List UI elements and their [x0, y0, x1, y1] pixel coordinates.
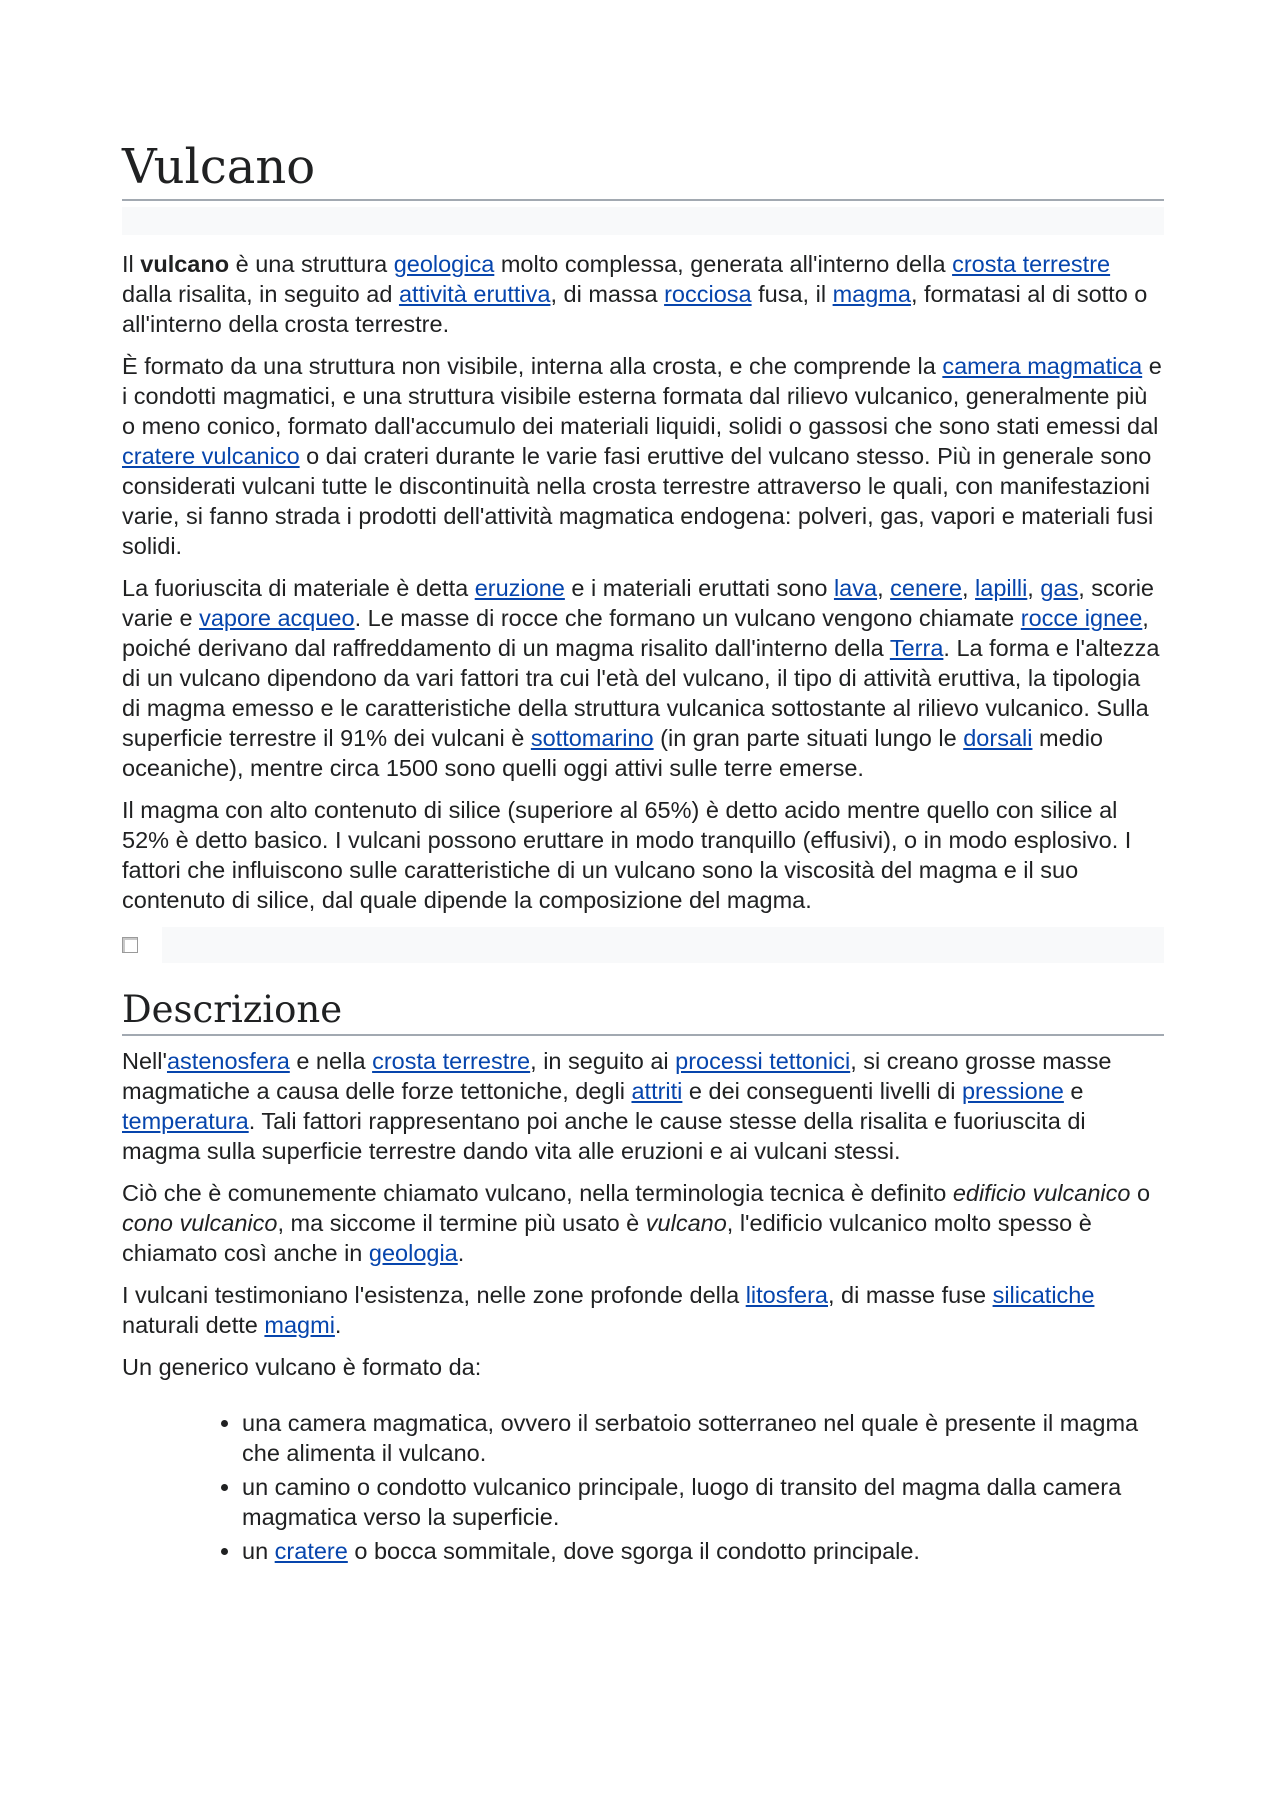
link-astenosfera[interactable]: astenosfera [166, 1047, 290, 1074]
text: I vulcani testimoniano l'esistenza, nelle zone profonde della [122, 1281, 746, 1308]
link-rocciosa[interactable]: rocciosa [664, 281, 752, 308]
text: , scorie varie e [122, 575, 1154, 632]
text: . [457, 1239, 465, 1266]
text: Il [122, 251, 141, 278]
section-paragraph-4: Un generico vulcano è formato da: [122, 1353, 482, 1380]
section-paragraph-2 [122, 1178, 1164, 1268]
link-magmi[interactable]: magmi [264, 1311, 335, 1338]
link-processi-tettonici[interactable]: processi tettonici [675, 1047, 851, 1074]
section-paragraph-1 [122, 1046, 1164, 1166]
text: (in gran parte situati lungo le [653, 725, 964, 752]
text: o dai crateri durante le varie fasi eruttive del vulcano stesso. Più in generale sono considerati vulcani tutte le discontinuità nella crosta terrestre attraverso le quali, con manifestazioni varie, si fanno strada i prodotti dell'attività magmatica endogena: polveri, gas, vapori e materiali fusi solidi. [122, 443, 1154, 560]
link-gas[interactable]: gas [1040, 575, 1079, 602]
bold-term: vulcano [140, 251, 230, 278]
link-crosta-terrestre[interactable]: crosta terrestre [952, 251, 1111, 278]
link-eruzione[interactable]: eruzione [474, 575, 565, 602]
text: e i materiali eruttati sono [564, 575, 834, 602]
text: è una struttura [229, 251, 394, 278]
list-item: • una camera magmatica, ovvero il serbatoio sotterraneo nel quale è presente il magma che alimenta il vulcano. [242, 1408, 1164, 1468]
link-pressione[interactable]: pressione [961, 1077, 1064, 1104]
text: molto complessa, generata all'interno della [494, 251, 953, 278]
text: . La forma e l'altezza di un vulcano dipendono da vari fattori tra cui l'età del vulcano, il tipo di attività eruttiva, la tipologia di magma emesso e le caratteristiche della struttura vulcanica sottostante al rilievo vulcanico. Sulla superficie terrestre il 91% dei vulcani è [122, 635, 1160, 752]
text: fusa, il [751, 281, 833, 308]
text: e dei conseguenti livelli di [682, 1077, 962, 1104]
intro-paragraph-3 [122, 573, 1164, 783]
text: È formato da una struttura non visibile, interna alla crosta, e che comprende la [122, 353, 943, 380]
italic-term: edificio vulcanico [952, 1179, 1131, 1206]
text: , [877, 575, 891, 602]
link-dorsali[interactable]: dorsali [963, 725, 1033, 752]
text: , [1027, 575, 1041, 602]
link-sottomarino[interactable]: sottomarino [530, 725, 654, 752]
figure-band [162, 927, 1164, 963]
text: , di masse fuse [828, 1281, 993, 1308]
text: e nella [289, 1047, 373, 1074]
text: , si creano grosse masse magmatiche a causa delle forze tettoniche, degli [122, 1047, 1112, 1104]
text: o [1130, 1179, 1151, 1206]
page-title: Vulcano [122, 140, 1164, 201]
intro-paragraph-1 [122, 249, 1164, 339]
text: . Le masse di rocce che formano un vulcano vengono chiamate [354, 605, 1021, 632]
text: Nell' [122, 1047, 167, 1074]
link-temperatura[interactable]: temperatura [122, 1107, 249, 1134]
text: un [242, 1537, 275, 1564]
italic-term: vulcano [645, 1209, 727, 1236]
list-item [242, 1536, 1164, 1566]
section-paragraph-3 [122, 1280, 1164, 1340]
text: dalla risalita, in seguito ad [122, 281, 399, 308]
text: Ciò che è comunemente chiamato vulcano, nella terminologia tecnica è definito [122, 1179, 953, 1206]
checkbox-icon[interactable] [122, 937, 138, 953]
link-geologica[interactable]: geologica [393, 251, 495, 278]
link-terra[interactable]: Terra [889, 635, 944, 662]
link-geologia[interactable]: geologia [368, 1239, 458, 1266]
link-camera-magmatica[interactable]: camera magmatica [942, 353, 1143, 380]
text: e [1063, 1077, 1084, 1104]
text: , di massa [550, 281, 665, 308]
link-silicatiche[interactable]: silicatiche [992, 1281, 1095, 1308]
link-cenere[interactable]: cenere [890, 575, 962, 602]
text: La fuoriuscita di materiale è detta [122, 575, 475, 602]
link-vapore-acqueo[interactable]: vapore acqueo [199, 605, 355, 632]
link-attriti[interactable]: attriti [631, 1077, 683, 1104]
italic-term: cono vulcanico [122, 1209, 278, 1236]
link-cratere[interactable]: cratere [274, 1537, 348, 1564]
link-attivita-eruttiva[interactable]: attività eruttiva [398, 281, 551, 308]
intro-paragraph-4: Il magma con alto contenuto di silice (superiore al 65%) è detto acido mentre quello con silice al 52% è detto basico. I vulcani possono eruttare in modo tranquillo (effusivi), o in modo esplosivo. I fattori che influiscono sulle caratteristiche di un vulcano sono la viscosità del magma e il suo contenuto di silice, dal quale dipende la composizione del magma. [122, 797, 1132, 914]
link-cratere-vulcanico[interactable]: cratere vulcanico [122, 443, 300, 470]
text: , formatasi al di sotto o all'interno della crosta terrestre. [122, 281, 1148, 338]
link-magma[interactable]: magma [832, 281, 911, 308]
text: . Tali fattori rappresentano poi anche le cause stesse della risalita e fuoriuscita di magma sulla superficie terrestre dando vita alle eruzioni e ai vulcani stessi. [122, 1107, 1086, 1164]
text: , l'edificio vulcanico molto spesso è chiamato così anche in [122, 1209, 1092, 1266]
text: naturali dette [122, 1311, 265, 1338]
text: . [334, 1311, 342, 1338]
link-lapilli[interactable]: lapilli [975, 575, 1028, 602]
title-band [122, 207, 1164, 235]
text: o bocca sommitale, dove sgorga il condotto principale. [347, 1537, 920, 1564]
section-heading-descrizione: Descrizione [122, 989, 1164, 1036]
component-list [122, 1408, 1164, 1566]
link-lava[interactable]: lava [833, 575, 878, 602]
link-litosfera[interactable]: litosfera [745, 1281, 828, 1308]
text: , [961, 575, 976, 602]
intro-paragraph-2 [122, 351, 1164, 561]
link-rocce-ignee[interactable]: rocce ignee [1020, 605, 1143, 632]
text: , in seguito ai [530, 1047, 676, 1074]
figure-placeholder [122, 927, 1164, 963]
text: , ma siccome il termine più usato è [277, 1209, 646, 1236]
text: e i condotti magmatici, e una struttura visibile esterna formata dal rilievo vulcanico, generalmente più o meno conico, formato dall'accumulo dei materiali liquidi, solidi o gassosi che sono stati emessi dal [122, 353, 1162, 440]
list-item: • un camino o condotto vulcanico principale, luogo di transito del magma dalla camera magmatica verso la superficie. [242, 1472, 1164, 1532]
text: medio oceaniche), mentre circa 1500 sono quelli oggi attivi sulle terre emerse. [122, 725, 1104, 782]
link-crosta-terrestre-2[interactable]: crosta terrestre [372, 1047, 531, 1074]
text: , poiché derivano dal raffreddamento di un magma risalito dall'interno della [122, 605, 1149, 662]
